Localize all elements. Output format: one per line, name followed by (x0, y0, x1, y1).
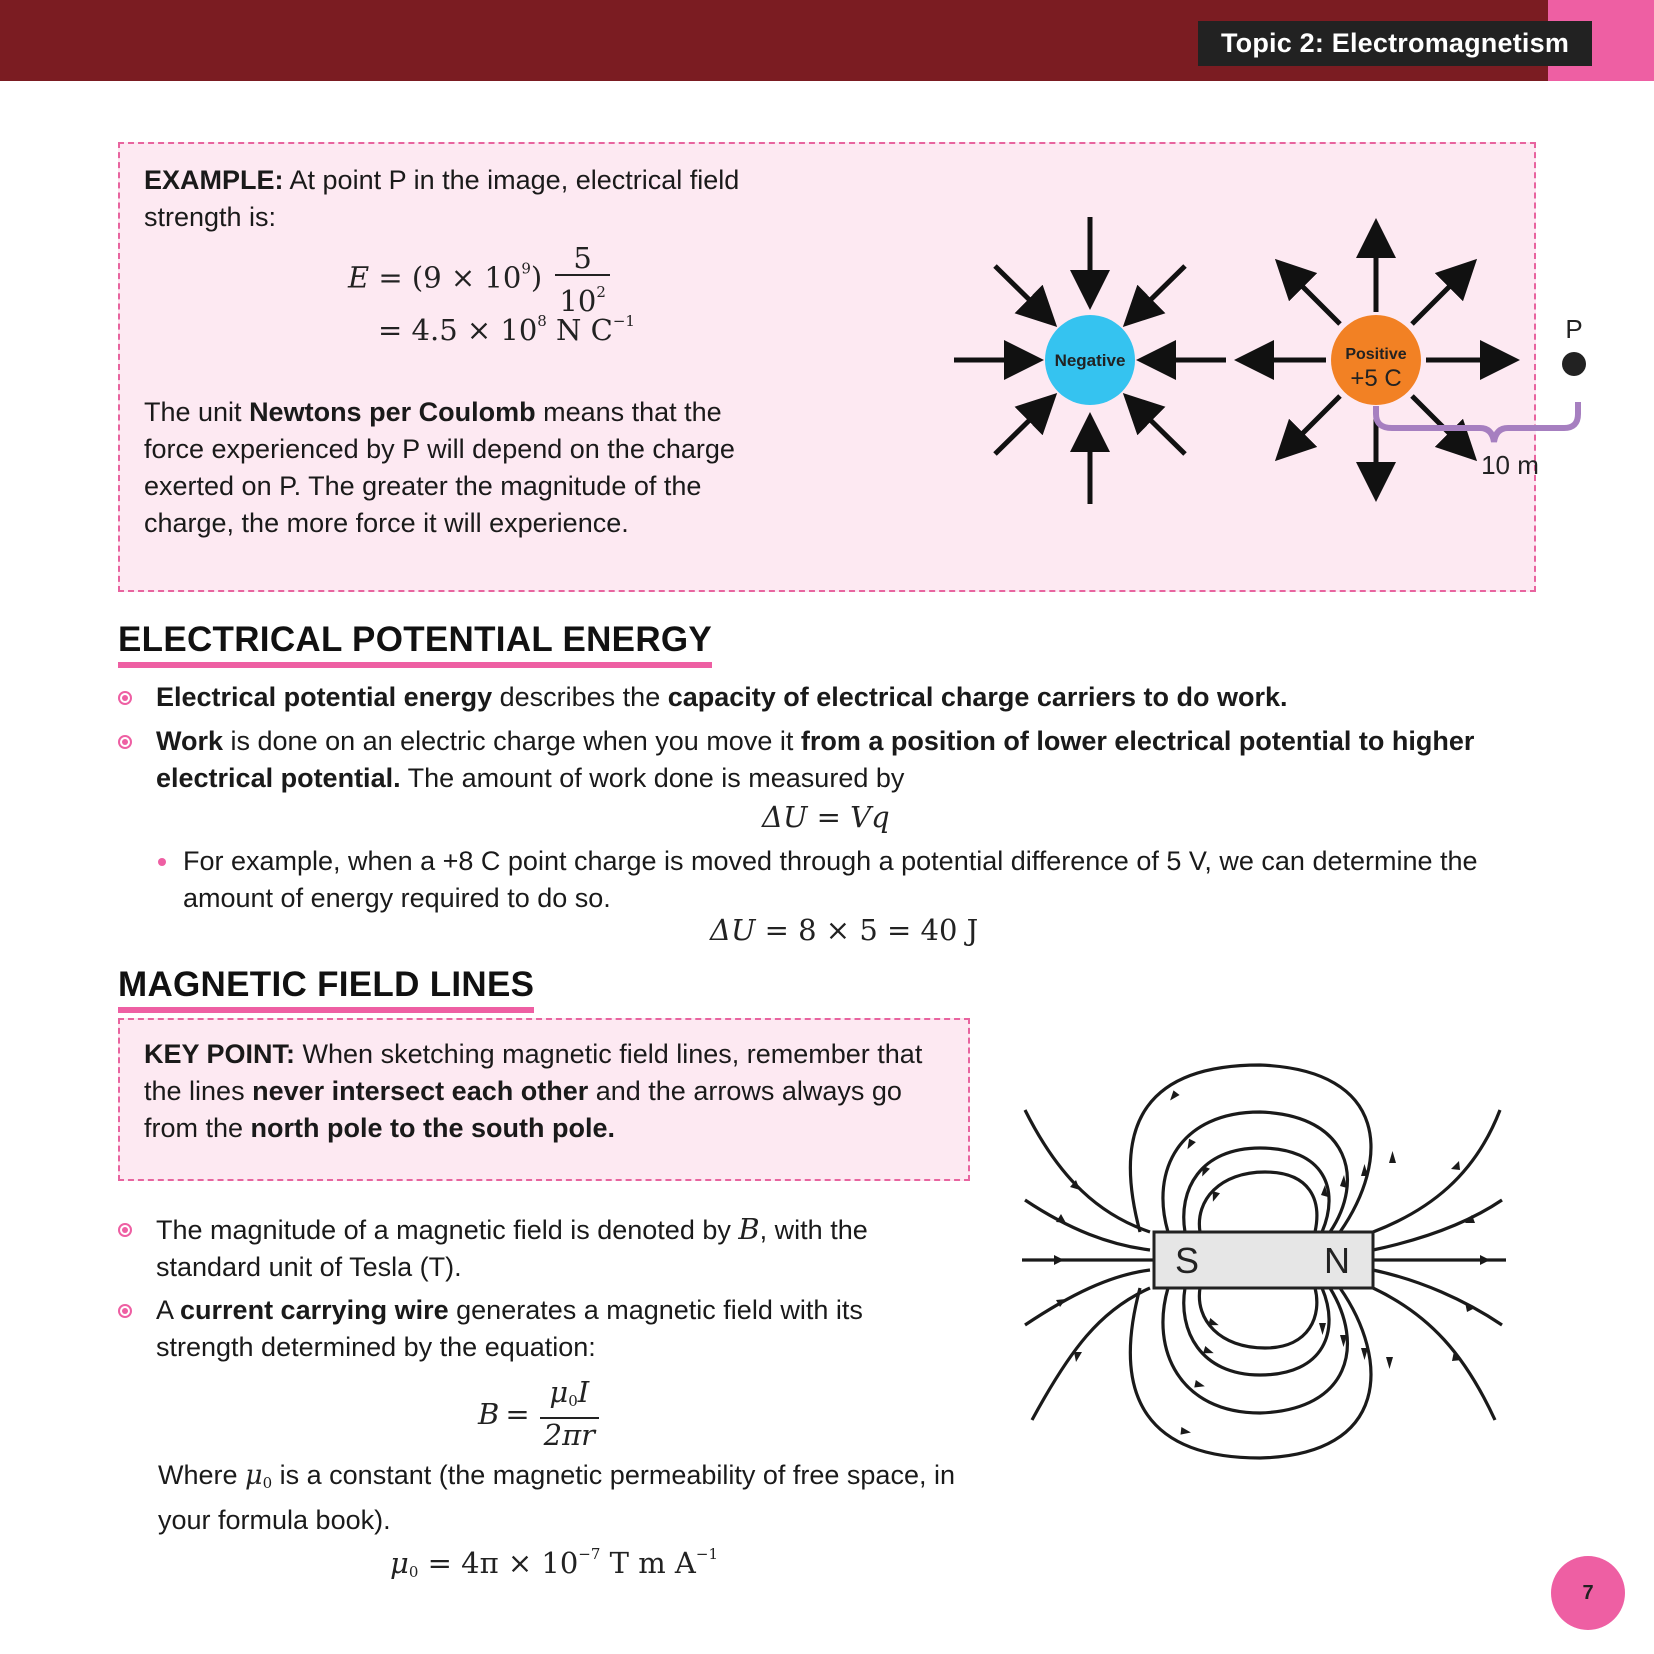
text-run: means that the force experienced by P will depend on the charge exerted on P. The greater the magnitude of the charge, the more force it will experience. (144, 397, 735, 538)
bold-text-run: KEY POINT: (144, 1039, 296, 1069)
arrowhead (1054, 1255, 1064, 1265)
eq-fraction (555, 242, 609, 317)
epe-bullet-2-text (156, 723, 1498, 797)
eq2-exp: 8 (537, 312, 547, 330)
field-line (1199, 1288, 1316, 1348)
eq2-value: 4.5 × 10 (411, 313, 538, 347)
epe-sub-bullet-text: For example, when a +8 C point charge is moved through a potential difference of 5 V, we can determine the amount of energy required to do so. (183, 846, 1478, 913)
mu-eq-mu: μ (390, 1546, 409, 1580)
work-eq-rhs: Vq (850, 800, 890, 834)
arrowhead (1319, 1323, 1326, 1335)
eq2-unit-exp: −1 (612, 312, 635, 330)
mu-eq-rhs: = 4π × 10 (427, 1546, 579, 1580)
arrowhead (1074, 1352, 1082, 1362)
field-arrow (1130, 400, 1185, 454)
arrowhead (1178, 1427, 1191, 1439)
work-equation (762, 800, 890, 834)
field-arrow (1282, 396, 1340, 454)
wire-eq-num (545, 1376, 593, 1417)
section-title-electrical-potential-energy: ELECTRICAL POTENTIAL ENERGY (118, 620, 712, 668)
sub-list-item (158, 843, 1508, 917)
page-number: 7 (1551, 1556, 1625, 1630)
bullet-icon (118, 691, 132, 705)
point-p-label: P (1565, 314, 1583, 344)
permeability-text (158, 1457, 978, 1539)
example-lead-text: At point P in the image, electrical field (283, 165, 740, 195)
bold-text-run: Newtons per Coulomb (249, 397, 536, 427)
field-arrow (1130, 266, 1185, 320)
field-arrow (1282, 266, 1340, 324)
mu-eq-sub: 0 (408, 1563, 419, 1581)
text-run: generates a magnetic field with its strength determined by the equation: (156, 1295, 863, 1362)
positive-charge-value: +5 C (1350, 365, 1402, 392)
energy-eq-lhs: ΔU (710, 913, 756, 947)
example-lead-text-2: strength is: (144, 202, 277, 232)
eq-frac-den-base: 10 (559, 284, 597, 318)
mfl-bullet-2-text (156, 1292, 958, 1366)
wire-field-equation (478, 1376, 603, 1451)
wire-eq-mu-sub: 0 (568, 1392, 578, 1410)
eq2-sign: = (378, 313, 403, 347)
north-pole-label: N (1324, 1240, 1350, 1281)
energy-example-equation (710, 913, 978, 947)
text-run: When sketching magnetic field lines, remember that the lines (144, 1039, 923, 1106)
bullet-icon (118, 735, 132, 749)
field-arrow (1412, 266, 1470, 324)
distance-brace (1376, 402, 1578, 442)
wire-eq-den-text: 2πr (543, 1418, 595, 1452)
eq-coef: (9 × 10 (411, 260, 522, 295)
text-run: is done on an electric charge when you move it (223, 726, 801, 756)
eq-frac-den (555, 274, 609, 317)
bold-text-run: Electrical potential energy (156, 682, 493, 712)
field-arrow (995, 400, 1050, 454)
mu-eq-unit-exp: −1 (695, 1545, 718, 1563)
example-paragraph (144, 394, 784, 542)
bullet-icon (118, 1223, 132, 1237)
list-item (118, 1211, 958, 1286)
eq2-unit: N C (546, 313, 613, 347)
where-b: is a constant (the magnetic permeability of free space, in your formula book). (158, 1460, 955, 1535)
bar-magnet-diagram (1010, 1060, 1550, 1480)
field-arrow (995, 266, 1050, 320)
point-p (1562, 352, 1586, 376)
arrowhead (1386, 1357, 1393, 1369)
arrowhead (1167, 1089, 1180, 1101)
example-label: EXAMPLE: (144, 165, 284, 195)
field-strength-equation-line2 (378, 312, 635, 347)
field-line (1130, 1288, 1371, 1458)
topic-badge: Topic 2: Electromagnetism (1198, 21, 1592, 66)
permeability-equation (390, 1545, 718, 1581)
electric-field-diagram (820, 214, 1583, 514)
bold-text-run: north pole to the south pole. (250, 1113, 616, 1143)
field-strength-equation-line1 (348, 242, 614, 317)
arrowhead (1480, 1255, 1490, 1265)
mfl-bullet-1-text (156, 1211, 958, 1286)
mfl-bullet-1-a: The magnitude of a magnetic field is denoted by (156, 1215, 739, 1245)
bold-text-run: capacity of electrical charge carriers to do work. (667, 682, 1288, 712)
text-run: A (156, 1295, 181, 1325)
work-eq-lhs: ΔU (762, 800, 808, 834)
key-point-text (144, 1036, 934, 1147)
bold-text-run: from a position of lower electrical potential to higher electrical potential. (156, 726, 1475, 793)
where-a: Where (158, 1460, 246, 1490)
key-point-box (118, 1018, 970, 1181)
bold-text-run: current carrying wire (180, 1295, 449, 1325)
energy-eq-rhs: = 8 × 5 = 40 J (764, 913, 979, 947)
work-eq-sign: = (816, 800, 841, 834)
mfl-bullet-1-b: , with the standard unit of Tesla (T). (156, 1215, 868, 1282)
negative-label: Negative (1054, 351, 1126, 370)
list-item (118, 1292, 958, 1366)
list-item (118, 679, 1538, 716)
distance-label: 10 m (1481, 450, 1539, 480)
arrowhead (1389, 1151, 1396, 1163)
example-lead (144, 162, 784, 236)
eq-frac-den-exp: 2 (596, 283, 606, 301)
positive-label: Positive (1345, 346, 1407, 363)
where-mu: μ (245, 1460, 263, 1491)
epe-bullet-1-text (156, 679, 1287, 716)
bullet-icon (118, 1304, 132, 1318)
text-run: The unit (144, 397, 250, 427)
arrowhead (1451, 1161, 1460, 1170)
eq-sign: = (378, 260, 403, 295)
sub-bullet-icon (158, 858, 166, 866)
wire-eq-fraction (540, 1376, 599, 1451)
eq-lhs: E (348, 260, 370, 295)
eq-frac-num: 5 (573, 241, 592, 275)
field-line (1199, 1172, 1316, 1232)
mfl-bullet-1-var: B (738, 1212, 760, 1246)
mu-eq-unit: T m A (600, 1546, 696, 1580)
text-run: The amount of work done is measured by (400, 763, 905, 793)
eq-coef-exp: 9 (521, 259, 531, 278)
wire-eq-current: I (577, 1375, 590, 1409)
text-run: and the arrows always go from the (144, 1076, 902, 1143)
wire-eq-den (540, 1417, 599, 1451)
eq-coef-close: ) (530, 260, 543, 295)
wire-eq-lhs: B (478, 1396, 500, 1431)
text-run: describes the (492, 682, 668, 712)
bold-text-run: never intersect each other (252, 1076, 589, 1106)
wire-eq-sign: = (505, 1396, 530, 1431)
arrowhead (1361, 1348, 1368, 1360)
example-box (118, 142, 1583, 592)
field-line (1184, 1148, 1329, 1232)
section-title-magnetic-field-lines: MAGNETIC FIELD LINES (118, 965, 534, 1013)
wire-eq-mu: μ (549, 1375, 569, 1409)
south-pole-label: S (1174, 1240, 1200, 1281)
bold-text-run: Work (156, 726, 224, 756)
list-item (118, 723, 1498, 797)
mu-eq-exp: −7 (578, 1545, 601, 1563)
where-mu-sub: 0 (262, 1474, 273, 1492)
